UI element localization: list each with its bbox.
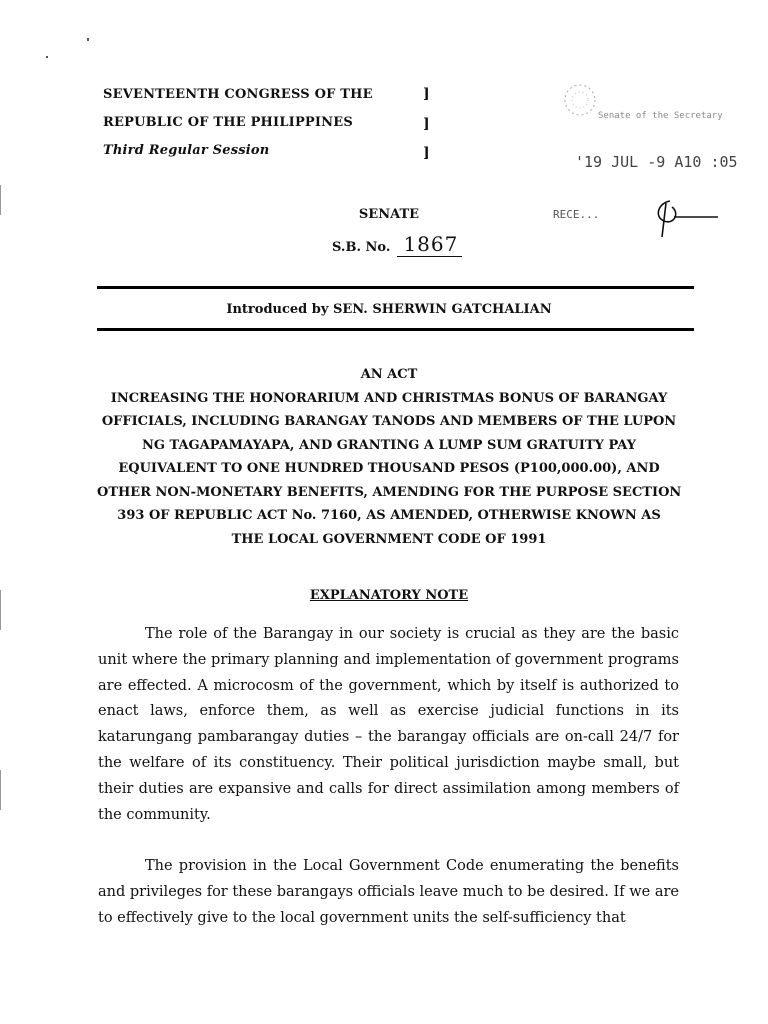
- senate-seal-stamp: [560, 80, 600, 120]
- scan-mark: [46, 56, 48, 58]
- explanatory-note-heading: [97, 588, 681, 603]
- act-title-line: EQUIVALENT TO ONE HUNDRED THOUSAND PESOS (P100,000.00), AND: [118, 461, 660, 476]
- act-title-line: OTHER NON-MONETARY BENEFITS, AMENDING FOR THE PURPOSE SECTION: [97, 484, 682, 500]
- paragraph-text: The role of the Barangay in our society is crucial as they are the basic unit where the primary planning and implementation of government programs are effected. A microcosm of the government, which by itself is authorized to enact laws, enforce them, as well as exercise judicial functions in its katarungang pambarangay duties – the barangay officials are on-call 24/7 for the welfare of its constituency. Their political jurisdiction maybe small, but their duties are expansive and calls for direct assimilation among members of the community.: [98, 626, 679, 823]
- bill-number-line: [332, 232, 462, 257]
- explanatory-paragraph-2: [98, 854, 679, 931]
- republic-line: REPUBLIC OF THE PHILIPPINES: [103, 115, 353, 130]
- bill-number: 1867: [397, 232, 462, 257]
- explanatory-paragraph-1: [98, 622, 679, 828]
- explanatory-note-title: EXPLANATORY NOTE: [309, 588, 469, 603]
- bottom-rule: [97, 328, 694, 331]
- introduced-by: Introduced by SEN. SHERWIN GATCHALIAN: [226, 302, 552, 317]
- scan-edge: [0, 185, 1, 215]
- scan-edge: [0, 590, 1, 630]
- congress-line: SEVENTEENTH CONGRESS OF THE: [103, 87, 373, 102]
- act-title-line: 393 OF REPUBLIC ACT No. 7160, AS AMENDED, OTHERWISE KNOWN AS: [117, 508, 661, 523]
- act-title-line: THE LOCAL GOVERNMENT CODE OF 1991: [231, 531, 547, 547]
- bill-prefix: S.B. No.: [332, 240, 391, 255]
- bracket: ]: [423, 116, 430, 132]
- chamber-title: SENATE: [358, 207, 420, 222]
- scan-edge: [0, 770, 1, 810]
- act-title-line: OFFICIALS, INCLUDING BARANGAY TANODS AND MEMBERS OF THE LUPON: [101, 414, 677, 429]
- act-title-line: NG TAGAPAMAYAPA, AND GRANTING A LUMP SUM GRATUITY PAY: [141, 437, 637, 453]
- bracket: ]: [423, 86, 430, 102]
- stamp-datetime: '19 JUL -9 A10 :05: [575, 153, 738, 171]
- session-line: Third Regular Session: [103, 143, 270, 158]
- act-title-block: [97, 363, 681, 551]
- paragraph-text: The provision in the Local Government Code enumerating the benefits and privileges for these barangays officials leave much to be desired. If we are to effectively give to the local government units the self-sufficiency that: [98, 858, 679, 926]
- act-heading: AN ACT: [360, 367, 418, 382]
- stamp-received: RECE...: [553, 208, 600, 221]
- bracket: ]: [423, 145, 430, 161]
- top-rule: [97, 286, 694, 289]
- scan-mark: [87, 38, 89, 41]
- act-title-line: INCREASING THE HONORARIUM AND CHRISTMAS BONUS OF BARANGAY: [110, 390, 668, 406]
- stamp-office: Senate of the Secretary: [598, 111, 723, 121]
